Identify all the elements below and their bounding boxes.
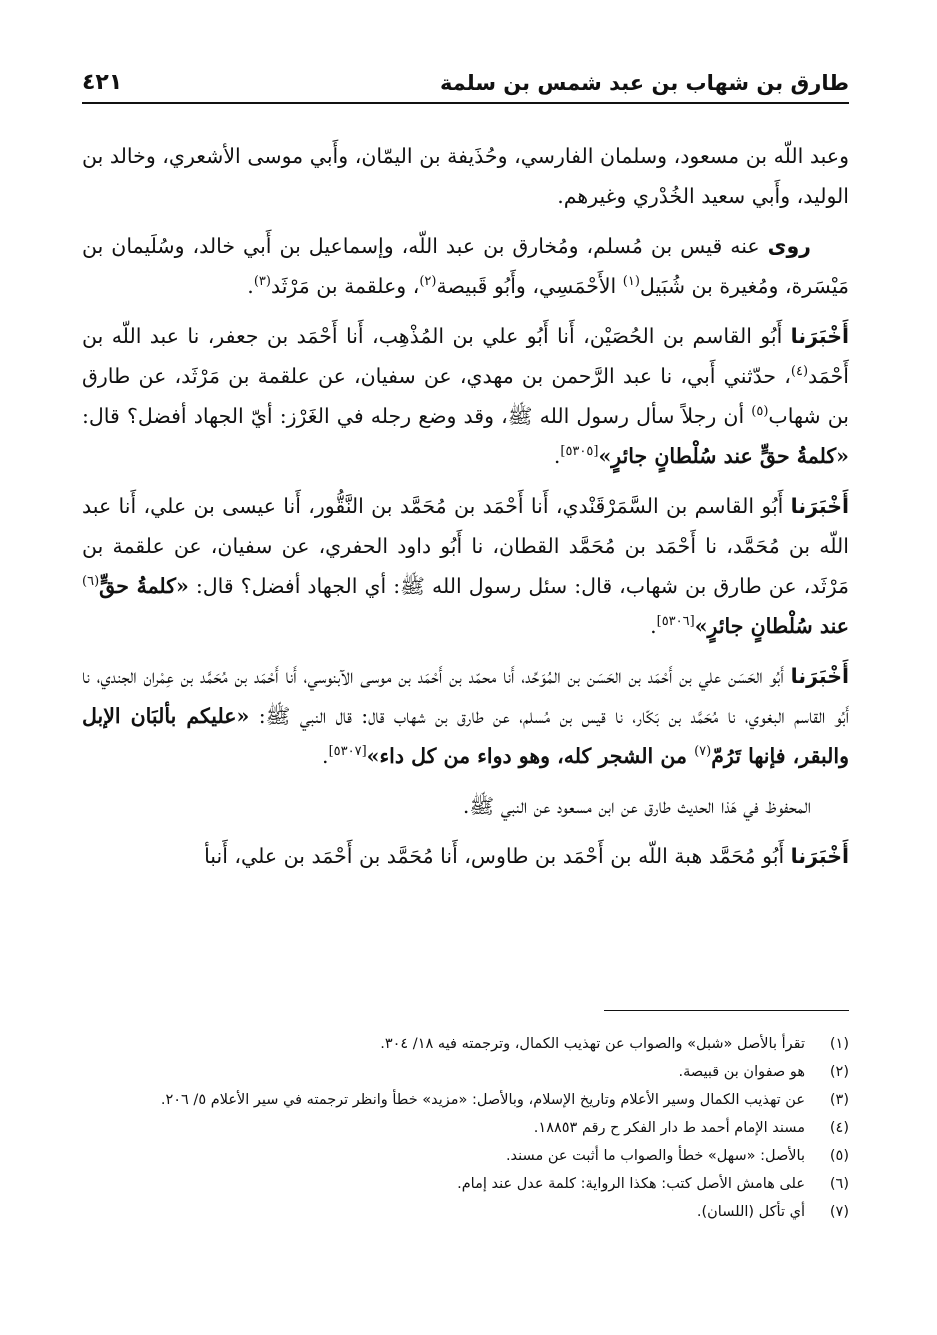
main-text [82,136,849,886]
footnote-ref: (٤) [790,364,809,380]
paragraph-text: أَبُو مُحَمَّد هبة اللّه بن أَحْمَد بن طاوس، أَنا مُحَمَّد بن أَحْمَد بن علي، أَنبأ [204,844,791,868]
footnote-number: (٧) [829,1204,849,1220]
hadith-text: «كلمةُ حقٍّ عند سُلْطانٍ جائرٍ» [598,444,849,468]
footnotes [82,1030,849,1226]
lead-word: أَخْبَرَنا [790,494,849,518]
paragraph-text: أَبُو القاسم بن السَّمَرْقَنْدي، أَنا أَحْمَد بن مُحَمَّد بن النَّقُّور، أَنا عيسى بن علي، أَنا عبد اللّه بن مُحَمَّد، نا أَحْمَد بن مُحَمَّد القطان، نا أَبُو داود الحفري، عن سفيان، عن علقمة بن مَرْثَد، عن طارق بن شهاب، قال: سئل رسول الله ﷺ: أي الجهاد أفضل؟ قال: [82,494,850,598]
paragraph-narrators [82,226,849,306]
footnote-ref: (٣) [253,274,271,290]
paragraph-text: أَبُو الحَسَن علي بن أَحْمَد بن الحَسَن بن المُوَحِّد، أَنا محمّد بن أَحْمَد بن موسى الآبنوسي، أَنا أَحْمَد بن مُحَمَّد بن عِمْران الجندي، نا أَبُو القاسم البغوي، نا مُحَمَّد بن بَكّار، نا قيس بن مُسلم، عن طارق بن شهاب قال: قال النبي ﷺ: [82,664,850,728]
footnote-text: على هامش الأصل كتب: هكذا الرواية: كلمة عدل عند إمام. [457,1176,805,1192]
footnote-text: هو صفوان بن قبيصة. [678,1064,805,1080]
paragraph-text: المحفوظ في هَذا الحديث طارق عن ابن مسعود عن النبي ﷺ. [462,794,811,818]
paragraph-isnad-4 [82,836,849,876]
footnote-text: مسند الإمام أحمد ط دار الفكر ح رقم ١٨٨٥٣. [533,1120,805,1136]
lead-word: أَخْبَرَنا [790,664,849,688]
page-header [82,62,849,104]
hadith-number: [٥٣٠٦] [656,614,695,630]
footnote-ref: (١) [622,274,640,290]
footnote-ref: (٥) [751,404,769,420]
footnote-number: (٤) [829,1120,849,1136]
paragraph-text: . [553,444,561,468]
footnote [82,1030,849,1058]
paragraph-text: الأَحْمَسِي، وأَبُو قَبيصة [436,274,623,298]
hadith-text: «كلمةُ حقٍّ [99,574,189,598]
footnote [82,1198,849,1226]
paragraph-text: . [247,274,254,298]
footnote [82,1058,849,1086]
footnote-ref: (٧) [694,744,712,760]
paragraph-text: ، حدّثني أَبي، نا عبد الرَّحمن بن مهدي، عن سفيان، عن علقمة بن مَرْثَد، عن طارق بن شهاب [82,364,850,428]
footnote-text: تقرأ بالأصل «شبل» والصواب عن تهذيب الكمال، وترجمته فيه ١٨/ ٣٠٤. [380,1036,805,1052]
paragraph-text: . [650,614,657,638]
paragraph-text: عنه قيس بن مُسلم، ومُخارق بن عبد اللّه، وإسماعيل بن أَبي خالد، وسُلَيمان بن مَيْسَرة، ومُغيرة بن شُبَيل [82,234,849,298]
footnote-separator [604,1010,849,1011]
paragraph-teachers [82,136,849,216]
paragraph-text: وعبد اللّه بن مسعود، وسلمان الفارسي، وحُذَيفة بن اليمّان، وأَبي موسى الأشعري، وخالد بن الوليد، وأَبي سعيد الخُدْري وغيرهم. [82,144,849,208]
paragraph-note [82,786,849,826]
footnote [82,1170,849,1198]
paragraph-isnad-3 [82,656,849,776]
paragraph-text: ، وعلقمة بن مَرْثَد [270,274,420,298]
footnote-text: عن تهذيب الكمال وسير الأعلام وتاريخ الإسلام، وبالأصل: «مزيد» خطأ وانظر ترجمته في سير الأعلام ٥/ ٢٠٦. [160,1092,805,1108]
paragraph-text: أن رجلاً سأل رسول الله ﷺ، وقد وضع رجله في الغَرْز: أيّ الجهاد أفضل؟ قال: [82,404,752,428]
hadith-text: «عليكم بألبَان الإبل والبقر، فإنها تَرُمّ [82,704,849,768]
footnote-text: بالأصل: «سهل» خطأ والصواب ما أثبت عن مسند. [505,1148,805,1164]
footnote-text: أي تأكل (اللسان). [696,1204,805,1220]
lead-word: أَخْبَرَنا [790,324,849,348]
footnote-number: (٣) [829,1092,849,1108]
footnote-number: (٥) [829,1148,849,1164]
hadith-number: [٥٣٠٥] [560,444,599,460]
paragraph-text: أَبُو القاسم بن الحُصَيْن، أَنا أَبُو علي بن المُذْهِب، أَنا أَحْمَد بن جعفر، نا عبد اللّه بن أَحْمَد [82,324,849,388]
paragraph-isnad-2 [82,486,849,646]
footnote-number: (١) [829,1036,849,1052]
paragraph-text: . [322,744,329,768]
footnote-number: (٢) [829,1064,849,1080]
hadith-text: عند سُلْطانٍ جائرٍ» [694,614,849,638]
footnote [82,1086,849,1114]
footnote [82,1114,849,1142]
lead-word: أَخْبَرَنا [790,844,849,868]
running-title: طارق بن شهاب بن عبد شمس بن سلمة [439,71,849,95]
footnote-ref: (٢) [419,274,437,290]
footnote-number: (٦) [829,1176,849,1192]
footnote [82,1142,849,1170]
page-number: ٤٢١ [82,70,123,95]
hadith-number: [٥٣٠٧] [328,744,367,760]
paragraph-isnad-1 [82,316,849,476]
lead-word: روى [767,234,811,258]
hadith-text: من الشجر كله، وهو دواء من كل داء» [366,744,695,768]
footnote-ref: (٦) [82,574,100,590]
